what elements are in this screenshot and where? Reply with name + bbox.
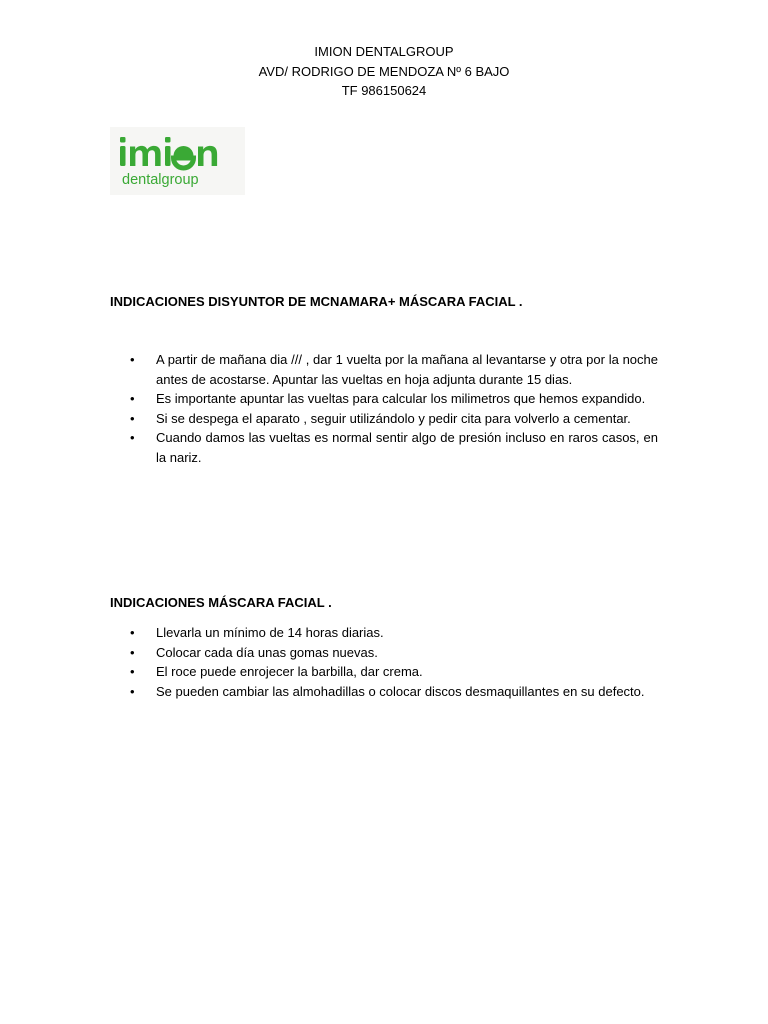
svg-text:dentalgroup: dentalgroup [122,172,199,188]
list-item [110,409,658,429]
list-item [110,662,658,682]
mascara-instructions-list [110,623,658,701]
list-item [110,350,658,389]
disyuntor-instructions-list [110,350,658,467]
list-item-text: Cuando damos las vueltas es normal sentir algo de presión incluso en raros casos, en la nariz. [156,430,658,465]
list-item [110,389,658,409]
list-item [110,682,658,702]
bullet-icon: • [130,664,135,679]
section-title-mascara: INDICACIONES MÁSCARA FACIAL . [110,595,332,610]
logo-graphic [110,127,245,195]
list-item-text: Llevarla un mínimo de 14 horas diarias. [156,625,384,640]
bullet-icon: • [130,352,135,367]
company-phone: TF 986150624 [341,83,427,98]
bullet-icon: • [130,683,135,699]
list-item-text: Colocar cada día unas gomas nuevas. [156,644,378,660]
list-item [110,428,658,467]
list-item [110,623,658,643]
company-name: IMION DENTALGROUP [314,44,454,59]
list-item [110,643,658,663]
list-item-text: Es importante apuntar las vueltas para calcular los milimetros que hemos expandido. [156,391,646,406]
list-item-text: Se pueden cambiar las almohadillas o colocar discos desmaquillantes en su defecto. [156,683,645,699]
letterhead [0,42,768,101]
bullet-icon: • [130,391,135,406]
list-item-text: Si se despega el aparato , seguir utilizándolo y pedir cita para volverlo a cementar. [156,410,631,426]
bullet-icon: • [130,644,135,660]
section-title-disyuntor: INDICACIONES DISYUNTOR DE MCNAMARA+ MÁSCARA FACIAL . [110,294,523,309]
bullet-icon: • [130,430,135,445]
list-item-text: A partir de mañana dia /// , dar 1 vuelta por la mañana al levantarse y otra por la noche antes de acostarse. Apuntar las vueltas en hoja adjunta durante 15 dias. [156,352,658,387]
bullet-icon: • [130,625,135,640]
company-address: AVD/ RODRIGO DE MENDOZA Nº 6 BAJO [258,63,510,79]
bullet-icon: • [130,410,135,426]
list-item-text: El roce puede enrojecer la barbilla, dar crema. [156,664,423,679]
company-logo [110,127,245,195]
